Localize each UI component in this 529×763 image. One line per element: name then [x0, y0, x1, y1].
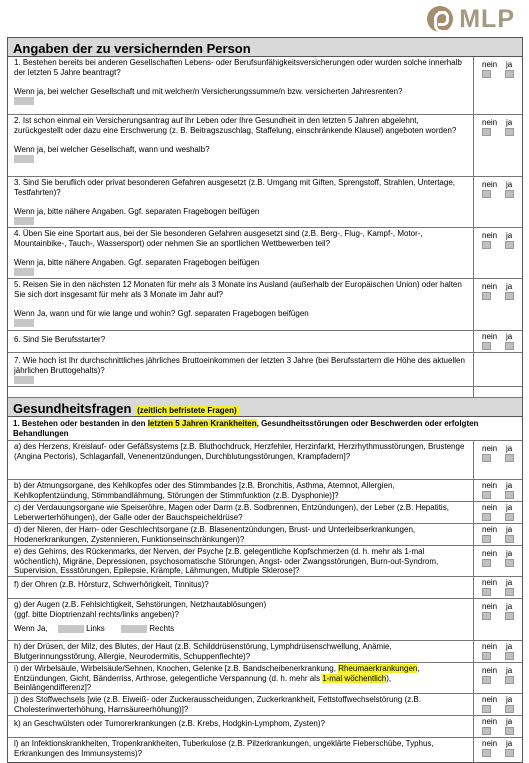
question-text: f) der Ohren (z.B. Hörsturz, Schwerhörigkeit, Tinnitus)? — [8, 577, 474, 598]
no-checkbox[interactable] — [482, 535, 491, 543]
no-checkbox[interactable] — [482, 513, 491, 521]
health-question-row — [8, 599, 522, 641]
diopter-right-field[interactable] — [121, 625, 147, 633]
health-question-row — [8, 546, 522, 577]
spacer-row — [8, 387, 522, 398]
yes-checkbox[interactable] — [505, 513, 514, 521]
no-checkbox[interactable] — [482, 128, 491, 136]
question-text: 3. Sind Sie beruflich oder privat besonderen Gefahren ausgesetzt (z.B. Umgang mit Giften, Sprengstoff, Strahlen, Untertage, Testfahrten)? Wenn ja, bitte nähere Angaben. Ggf. separaten Fragebogen beifügen — [8, 177, 474, 227]
question-text: h) der Drüsen, der Milz, des Blutes, der Haut (z.B. Schilddrüsenstörung, Lymphdrüsenschwellung, Anämie, Blutgerinnungsstörung, Allergie, Neurodermitis, Schuppenflechte)? — [8, 641, 474, 662]
health-question-row — [8, 738, 522, 762]
question-text: 6. Sind Sie Berufsstarter? — [8, 331, 474, 352]
answer-options: nein ja — [474, 716, 522, 737]
question-text: k) an Geschwülsten oder Tumorerkrankungen (z.B. Krebs, Hodgkin-Lymphom, Zysten)? — [8, 716, 474, 737]
mlp-logo-text: MLP — [459, 4, 515, 33]
yes-checkbox[interactable] — [505, 292, 514, 300]
yes-checkbox[interactable] — [505, 535, 514, 543]
health-question-row — [8, 641, 522, 663]
answer-options: nein ja — [474, 694, 522, 715]
question-text: 5. Reisen Sie in den nächsten 12 Monaten für mehr als 3 Monate ins Ausland (außerhalb der Europäischen Union) oder halten Sie sich dort insgesamt für mehr als 3 Monate im Jahr auf? Wenn Ja, wann und für wie lange und wohin? Ggf. separaten Fragebogen beifügen — [8, 279, 474, 330]
no-checkbox[interactable] — [482, 454, 491, 462]
answer-options: nein ja — [474, 524, 522, 545]
answer-options: nein ja — [474, 577, 522, 598]
diopter-left-field[interactable] — [58, 625, 84, 633]
no-checkbox[interactable] — [482, 676, 491, 684]
answer-options: nein ja — [474, 331, 522, 352]
question-row — [8, 228, 522, 279]
yes-checkbox[interactable] — [505, 491, 514, 499]
yes-checkbox[interactable] — [505, 70, 514, 78]
question-text: c) der Verdauungsorgane wie Speiseröhre, Magen oder Darm (z.B. Sodbrennen, Entzündungen), der Leber (z.B. Hepatitis, Leberwerterhöhungen), der Galle oder der Bauchspeicheldrüse? — [8, 502, 474, 523]
mlp-logo — [427, 4, 515, 34]
yes-checkbox[interactable] — [505, 676, 514, 684]
time-limited-note: (zeitlich befristete Fragen) — [137, 406, 237, 415]
section-title-health: Gesundheitsfragen (zeitlich befristete Fragen) — [8, 398, 522, 417]
no-checkbox[interactable] — [482, 292, 491, 300]
question-text: l) an Infektionskrankheiten, Tropenkrankheiten, Tuberkulose (z.B. Pilzerkrankungen, ungeklärte Fieberschübe, Typhus, Erkrankungen des Immunsystems)? — [8, 738, 474, 762]
question-text: 4. Üben Sie eine Sportart aus, bei der Sie besonderen Gefahren ausgesetzt sind (z.B. Berg-, Flug-, Kampf-, Motor-, Mountainbike-, Tauch-, Wassersport) oder nehmen Sie an sportlichen Wettbewerben teil? Wenn ja, bitte nähere Angaben. Ggf. separaten Fragebogen beifügen — [8, 228, 474, 278]
mlp-logo-icon — [427, 6, 453, 32]
question-row — [8, 331, 522, 353]
question-row — [8, 353, 522, 387]
question-text: a) des Herzens, Kreislauf- oder Gefäßsystems [z.B. Bluthochdruck, Herzfehler, Herzinfarkt, Herzrhythmusstörungen, Brustenge (Angina Pectoris), Schlaganfall, Venenentzündungen, Durchblutungsstörungen, Krampfadern]? — [8, 441, 474, 479]
yes-checkbox[interactable] — [505, 128, 514, 136]
question-text: j) des Stoffwechsels [wie (z.B. Eiweiß- oder Zuckerausscheidungen, Zuckerkrankheit, Fettstoffwechselstörung (z.B. Cholesterinwerterhöhung, Harnsäureerhöhung)]? — [8, 694, 474, 715]
yes-checkbox[interactable] — [505, 342, 514, 350]
question-text: d) der Nieren, der Harn- oder Geschlechtsorgane (z.B. Blasenentzündungen, Brust- und Unterleibserkrankungen, Hodenerkrankungen, Zystennieren, Funktionseinschränkungen)? — [8, 524, 474, 545]
answer-options: nein ja — [474, 599, 522, 640]
yes-checkbox[interactable] — [505, 588, 514, 596]
health-question-row — [8, 716, 522, 738]
yes-checkbox[interactable] — [505, 454, 514, 462]
health-question-row — [8, 694, 522, 716]
no-checkbox[interactable] — [482, 241, 491, 249]
highlight-weekly: 1-mal wöchentlich — [322, 673, 387, 683]
question-text: e) des Gehirns, des Rückenmarks, der Nerven, der Psyche [z.B. gelegentliche Kopfschmerzen (d. h. mehr als 1-mal wöchentlich), Migräne, Depressionen, psychosomatische Störungen, Angst- oder Zwangsstörungen, Burn-out-Syndrom, Supervision, Essstörungen, Epilepsie, Krämpfe, Lähmungen, Multiple Sklerose]? — [8, 546, 474, 576]
question-row — [8, 57, 522, 115]
question-text: 1. Bestehen bereits bei anderen Gesellschaften Lebens- oder Berufsunfähigkeitsversicherungen oder wurden solche innerhalb der letzten 5 Jahre beantragt? Wenn ja, bei welcher Gesellschaft und mit welcher/n Versicherungssumme/n bzw. versicherten Jahresrenten? — [8, 57, 474, 114]
yes-checkbox[interactable] — [505, 612, 514, 620]
answer-options: nein ja — [474, 546, 522, 576]
highlight-rheuma: Rheumaerkrankungen — [338, 664, 418, 673]
no-checkbox[interactable] — [482, 652, 491, 660]
no-checkbox[interactable] — [482, 612, 491, 620]
no-checkbox[interactable] — [482, 491, 491, 499]
health-question-row — [8, 441, 522, 480]
yes-checkbox[interactable] — [505, 559, 514, 567]
answer-options: nein ja — [474, 480, 522, 501]
health-question-row — [8, 577, 522, 599]
answer-field[interactable] — [14, 155, 34, 163]
section-title-person: Angaben der zu versichernden Person — [8, 38, 522, 57]
answer-options: nein ja — [474, 57, 522, 114]
no-checkbox[interactable] — [482, 727, 491, 735]
answer-options: nein ja — [474, 663, 522, 693]
no-checkbox[interactable] — [482, 749, 491, 757]
answer-options: nein ja — [474, 115, 522, 176]
question-text: g) der Augen (z.B. Fehlsichtigkeit, Sehstörungen, Netzhautablösungen) (ggf. bitte Dioptrienzahl rechts/links angeben)? Wenn Ja, Links Rechts — [8, 599, 474, 640]
yes-checkbox[interactable] — [505, 190, 514, 198]
answer-options: nein ja — [474, 641, 522, 662]
answer-options: nein ja — [474, 279, 522, 330]
health-question-row — [8, 524, 522, 546]
question-text: b) der Atmungsorgane, des Kehlkopfes oder des Stimmbandes [z.B. Bronchitis, Asthma, Atemnot, Allergien, Kehlkopfentzündung, Stimmbandlähmung, Störungen der Stimmfunktion (z.B. Dysphonie)]? — [8, 480, 474, 501]
health-question-row — [8, 663, 522, 694]
no-checkbox[interactable] — [482, 70, 491, 78]
answer-field[interactable] — [14, 217, 34, 225]
health-question-row — [8, 480, 522, 502]
question-row — [8, 177, 522, 228]
health-intro: 1. Bestehen oder bestanden in den letzten 5 Jahren Krankheiten, Gesundheitsstörungen oder Beschwerden oder erfolgten Behandlungen — [8, 417, 522, 441]
answer-options: nein ja — [474, 441, 522, 479]
answer-options: nein ja — [474, 228, 522, 278]
insurance-form — [7, 37, 523, 763]
answer-field[interactable] — [14, 97, 34, 105]
no-checkbox[interactable] — [482, 559, 491, 567]
answer-field[interactable] — [14, 268, 34, 276]
yes-checkbox[interactable] — [505, 241, 514, 249]
question-text: i) der Wirbelsäule, Wirbelsäule/Sehnen, Knochen, Gelenke [z.B. Bandscheibenerkrankung, Rheumaerkrankungen, Entzündungen, Gicht, Bänderriss, Arthrose, gelegentliche Verspannung (d. h. mehr als 1-mal wöchentlich), Beinlängendifferenz]? — [8, 663, 474, 693]
answer-field[interactable] — [14, 319, 34, 327]
question-text: 7. Wie hoch ist Ihr durchschnittliches jährliches Bruttoeinkommen der letzten 3 Jahre (bei Berufsstartern die Höhe des aktuellen jährlichen Bruttogehalts)? — [8, 353, 474, 386]
no-checkbox[interactable] — [482, 705, 491, 713]
no-checkbox[interactable] — [482, 342, 491, 350]
yes-checkbox[interactable] — [505, 749, 514, 757]
answer-options: nein ja — [474, 177, 522, 227]
yes-checkbox[interactable] — [505, 727, 514, 735]
no-checkbox[interactable] — [482, 190, 491, 198]
question-row — [8, 115, 522, 177]
no-checkbox[interactable] — [482, 588, 491, 596]
answer-options: nein ja — [474, 738, 522, 762]
yes-checkbox[interactable] — [505, 652, 514, 660]
health-question-row — [8, 502, 522, 524]
yes-checkbox[interactable] — [505, 705, 514, 713]
answer-options: nein ja — [474, 502, 522, 523]
question-text: 2. Ist schon einmal ein Versicherungsantrag auf Ihr Leben oder Ihre Gesundheit in den letzten 5 Jahren abgelehnt, zurückgestellt oder dazu eine Erschwerung (z. B. Beitragszuschlag, Staffelung, einschränkende Klausel) angeboten worden? Wenn ja, bei welcher Gesellschaft, wann und weshalb? — [8, 115, 474, 176]
income-field[interactable] — [14, 376, 34, 384]
question-row — [8, 279, 522, 331]
